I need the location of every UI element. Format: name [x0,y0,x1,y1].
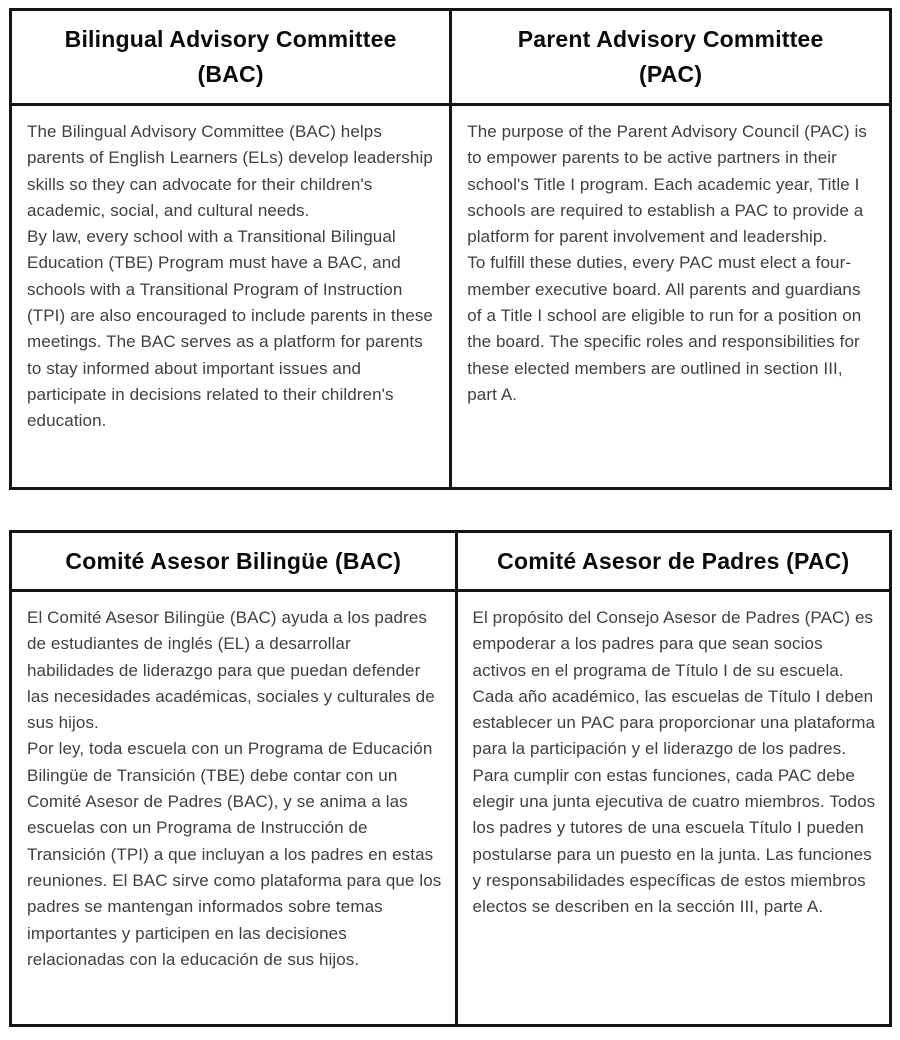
pac-english-title-line-1: Parent Advisory Committee [517,26,824,52]
english-table-header-row [12,11,889,106]
bac-spanish-header-cell [12,533,458,589]
spanish-committee-table [9,530,892,1027]
pac-english-title-line-2: (PAC) [639,61,703,87]
spanish-table-body-row [12,592,889,1024]
pac-spanish-description-cell [458,592,889,1024]
bac-english-paragraph-2: By law, every school with a Transitional Bilingual Education (TBE) Program must have a BAC, and schools with a Transitional Program of Instruction (TPI) are also encouraged to include parents in these meetings. The BAC serves as a platform for parents to stay informed about important issues and participate in decisions related to their children's education. [27,227,433,431]
english-table-body-row [12,106,889,487]
bac-spanish-paragraph-2: Por ley, toda escuela con un Programa de Educación Bilingüe de Transición (TBE) debe contar con un Comité Asesor de Padres (BAC), y se anima a las escuelas con un Programa de Instrucción de Transición (TPI) a que incluyan a los padres en estas reuniones. El BAC sirve como plataforma para que los padres se mantengan informados sobre temas importantes y participen en las decisiones relacionadas con la educación de sus hijos. [27,739,442,969]
pac-english-header-cell [452,11,889,103]
pac-english-paragraph-1: The purpose of the Parent Advisory Council (PAC) is to empower parents to be active partners in their school's Title I program. Each academic year, Title I schools are required to establish a PAC to provide a platform for parent involvement and leadership. [467,122,867,247]
bac-spanish-title-line-1: Comité Asesor Bilingüe (BAC) [65,547,402,574]
bac-english-header-cell [12,11,452,103]
spanish-table-header-row [12,533,889,592]
bac-spanish-description-cell [12,592,458,1024]
pac-spanish-header-cell [458,533,889,589]
pac-english-paragraph-2: To fulfill these duties, every PAC must elect a four-member executive board. All parents and guardians of a Title I school are eligible to run for a position on the board. The specific roles and responsibilities for these elected members are outlined in section III, part A. [467,253,862,404]
bac-spanish-paragraph-1: El Comité Asesor Bilingüe (BAC) ayuda a los padres de estudiantes de inglés (EL) a desarrollar habilidades de liderazgo para que puedan defender las necesidades académicas, sociales y culturales de sus hijos. [27,608,435,733]
bac-english-description-cell [12,106,452,487]
pac-spanish-paragraph-2: Para cumplir con estas funciones, cada PAC debe elegir una junta ejecutiva de cuatro miembros. Todos los padres y tutores de una escuela Título I pueden postularse para un puesto en la junta. Las funciones y responsabilidades específicas de estos miembros electos se describen en la sección III, parte A. [472,765,876,917]
pac-spanish-paragraph-1: El propósito del Consejo Asesor de Padres (PAC) es empoderar a los padres para que sean socios activos en el programa de Título I de su escuela. Cada año académico, las escuelas de Título I deben establecer un PAC para proporcionar una plataforma para la participación y el liderazgo de los padres. [472,608,876,759]
pac-english-description-cell [452,106,889,487]
pac-spanish-title-line-1: Comité Asesor de Padres (PAC) [497,547,850,574]
bac-english-title-line-2: (BAC) [197,61,264,87]
bac-english-paragraph-1: The Bilingual Advisory Committee (BAC) helps parents of English Learners (ELs) develop leadership skills so they can advocate for their children's academic, social, and cultural needs. [27,122,433,220]
bac-english-title-line-1: Bilingual Advisory Committee [64,26,397,52]
english-committee-table [9,8,892,490]
